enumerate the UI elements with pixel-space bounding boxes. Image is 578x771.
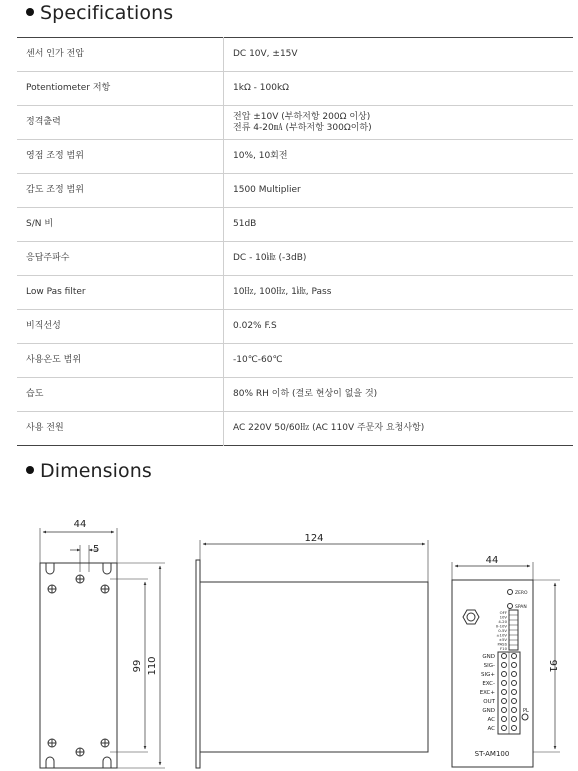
svg-text:OFF: OFF: [499, 610, 507, 615]
spec-value: DC 10V, ±15V: [224, 38, 574, 72]
side-view: [196, 540, 428, 768]
spec-value: -10℃-60℃: [224, 344, 574, 378]
span-label: SPAN: [515, 605, 527, 610]
power-lamp-icon: [522, 714, 528, 720]
svg-text:EXC+: EXC+: [479, 690, 495, 696]
outer-height-label: 110: [147, 656, 158, 676]
svg-text:GND: GND: [482, 708, 495, 714]
screw-hole-icon: [48, 575, 109, 756]
spec-value: 1kΩ - 100kΩ: [224, 72, 574, 106]
spec-value-second-line: 전류 4-20㎃ (부하저항 300Ω이하): [233, 122, 372, 133]
table-row: [17, 412, 573, 446]
table-row: [17, 174, 573, 208]
spec-label: Potentiometer 저항: [17, 72, 224, 106]
left-width-label: 44: [73, 519, 87, 530]
table-row: [17, 72, 573, 106]
svg-text:4-20: 4-20: [498, 619, 507, 624]
dimensions-heading: [26, 460, 152, 482]
table-row: [17, 276, 573, 310]
table-row: [17, 242, 573, 276]
terminal-labels: [480, 654, 496, 732]
table-row: [17, 208, 573, 242]
mounting-plate-outline: [40, 563, 117, 768]
front-panel: [452, 562, 560, 767]
spec-label: S/N 비: [17, 208, 224, 242]
bullet-icon: [26, 8, 34, 16]
table-row: [17, 38, 573, 72]
spec-value: 80% RH 이하 (결로 현상이 없을 것): [224, 378, 574, 412]
svg-text:F10: F10: [499, 646, 507, 651]
spec-value: 0.02% F.S: [224, 310, 574, 344]
spec-label: 센서 인가 전압: [17, 38, 224, 72]
svg-text:±5V: ±5V: [498, 637, 507, 642]
spec-value: 51dB: [224, 208, 574, 242]
table-row: [17, 344, 573, 378]
spec-value: AC 220V 50/60㎐ (AC 110V 주문자 요청사항): [233, 423, 425, 433]
side-mount-flange: [196, 560, 200, 768]
svg-text:EXC-: EXC-: [482, 681, 495, 687]
table-row: [17, 378, 573, 412]
cable-gland-icon: [463, 610, 479, 624]
switch-labels: [496, 610, 508, 651]
svg-text:10V: 10V: [499, 614, 507, 620]
svg-text:GND: GND: [482, 654, 495, 660]
svg-text:PASS: PASS: [497, 641, 507, 647]
left-view: [40, 528, 165, 768]
spec-label: Low Pas filter: [17, 276, 224, 310]
specifications-heading: [26, 2, 173, 24]
spec-value: 10㎐, 100㎐, 1㎑, Pass: [224, 276, 574, 310]
inner-height-label: 99: [132, 659, 143, 673]
table-row: [17, 310, 573, 344]
side-body-outline: [200, 582, 428, 752]
spec-label: 사용온도 범위: [17, 344, 224, 378]
svg-text:SIG-: SIG-: [483, 663, 495, 669]
zero-label: ZERO: [515, 591, 528, 596]
svg-text:OUT: OUT: [483, 699, 495, 705]
spec-value: 10%, 10회전: [224, 140, 574, 174]
hole-offset-label: 5: [93, 544, 100, 555]
svg-text:AC: AC: [487, 717, 495, 723]
slot-icon: [46, 563, 111, 768]
span-potentiometer-icon: [508, 604, 513, 609]
spec-label: 습도: [17, 378, 224, 412]
bullet-icon: [26, 466, 34, 474]
front-height-label: 91: [547, 659, 558, 673]
pl-label: PL: [523, 708, 529, 714]
dimension-drawing: [0, 500, 578, 771]
specifications-heading-text: Specifications: [40, 2, 174, 24]
svg-text:0-5V: 0-5V: [498, 628, 507, 633]
side-length-label: 124: [304, 533, 324, 544]
model-label: ST-AM100: [474, 750, 510, 758]
front-width-label: 44: [485, 555, 499, 566]
table-row: [17, 106, 573, 140]
table-row: [17, 140, 573, 174]
svg-text:AC: AC: [487, 726, 495, 732]
spec-value: DC - 10㎑ (-3dB): [224, 242, 574, 276]
spec-value: 전압 ±10V (부하저항 200Ω 이상): [233, 111, 371, 122]
spec-label: 영점 조정 범위: [17, 140, 224, 174]
spec-label: 사용 전원: [17, 412, 224, 446]
spec-value-multiline: [224, 106, 574, 140]
spec-label: 응답주파수: [17, 242, 224, 276]
specifications-table: [17, 37, 573, 446]
svg-text:SIG+: SIG+: [481, 672, 495, 678]
svg-text:0-10V: 0-10V: [495, 623, 507, 629]
spec-label: 정격출력: [17, 106, 224, 140]
zero-potentiometer-icon: [508, 590, 513, 595]
svg-text:±10V: ±10V: [496, 632, 507, 638]
spec-label: 비직선성: [17, 310, 224, 344]
spec-value: 1500 Multiplier: [224, 174, 574, 208]
spec-label: 감도 조정 범위: [17, 174, 224, 208]
dimensions-heading-text: Dimensions: [40, 460, 152, 482]
